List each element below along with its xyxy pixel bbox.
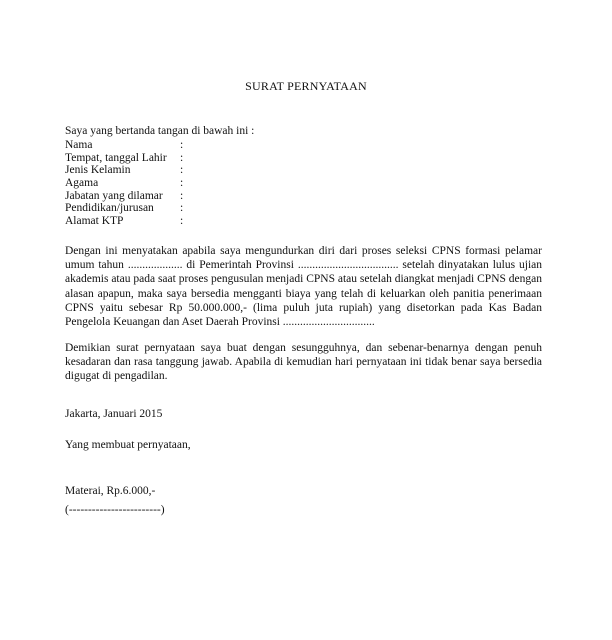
field-row-jenis-kelamin	[65, 164, 265, 177]
page-title: SURAT PERNYATAAN	[245, 79, 367, 93]
field-row-alamat-ktp	[65, 215, 265, 228]
field-colon: :	[180, 177, 184, 190]
field-colon: :	[180, 202, 184, 215]
field-label: Jenis Kelamin	[65, 164, 131, 177]
signer-label: Yang membuat pernyataan,	[65, 439, 191, 451]
field-row-tempat-tanggal-lahir	[65, 152, 265, 165]
identity-fields	[65, 139, 265, 228]
field-label: Jabatan yang dilamar	[65, 189, 163, 202]
field-colon: :	[180, 139, 184, 151]
field-label: Nama	[65, 139, 93, 151]
statement-paragraph: Dengan ini menyatakan apabila saya mengundurkan diri dari proses seleksi CPNS formasi pelamar umum tahun ................... di Pemerintah Provinsi ................................... setelah dinyatakan lulus ujian akademis atau pada saat proses pengusulan menjadi CPNS atau setelah diangkat menjadi CPNS dengan alasan apapun, maka saya bersedia mengganti biaya yang telah di keluarkan oleh panitia penerimaan CPNS yaitu sebesar Rp 50.000.000,- (lima puluh juta rupiah) yang disetorkan pada Kas Badan Pengelola Keuangan dan Aset Daerah Provinsi ................................	[65, 245, 542, 329]
field-row-agama	[65, 177, 265, 190]
intro-text: Saya yang bertanda tangan di bawah ini :	[65, 125, 255, 137]
field-row-jabatan	[65, 190, 265, 203]
field-colon: :	[180, 164, 184, 177]
signature-line: (------------------------)	[65, 504, 165, 516]
field-row-pendidikan	[65, 202, 265, 215]
field-label: Agama	[65, 177, 99, 190]
closing-paragraph: Demikian surat pernyataan saya buat dengan sesungguhnya, dan sebenar-benarnya dengan penuh kesadaran dan rasa tanggung jawab. Apabila di kemudian hari pernyataan ini tidak benar saya bersedia digugat di pengadilan.	[65, 342, 542, 383]
field-row-nama	[65, 139, 265, 152]
field-label: Pendidikan/jurusan	[65, 202, 154, 215]
place-date: Jakarta, Januari 2015	[65, 408, 163, 420]
stamp-duty-note: Materai, Rp.6.000,-	[65, 485, 156, 497]
field-colon: :	[180, 215, 184, 228]
field-label: Alamat KTP	[65, 215, 124, 228]
field-label: Tempat, tanggal Lahir	[65, 151, 167, 164]
field-colon: :	[180, 189, 184, 202]
field-colon: :	[180, 151, 184, 164]
